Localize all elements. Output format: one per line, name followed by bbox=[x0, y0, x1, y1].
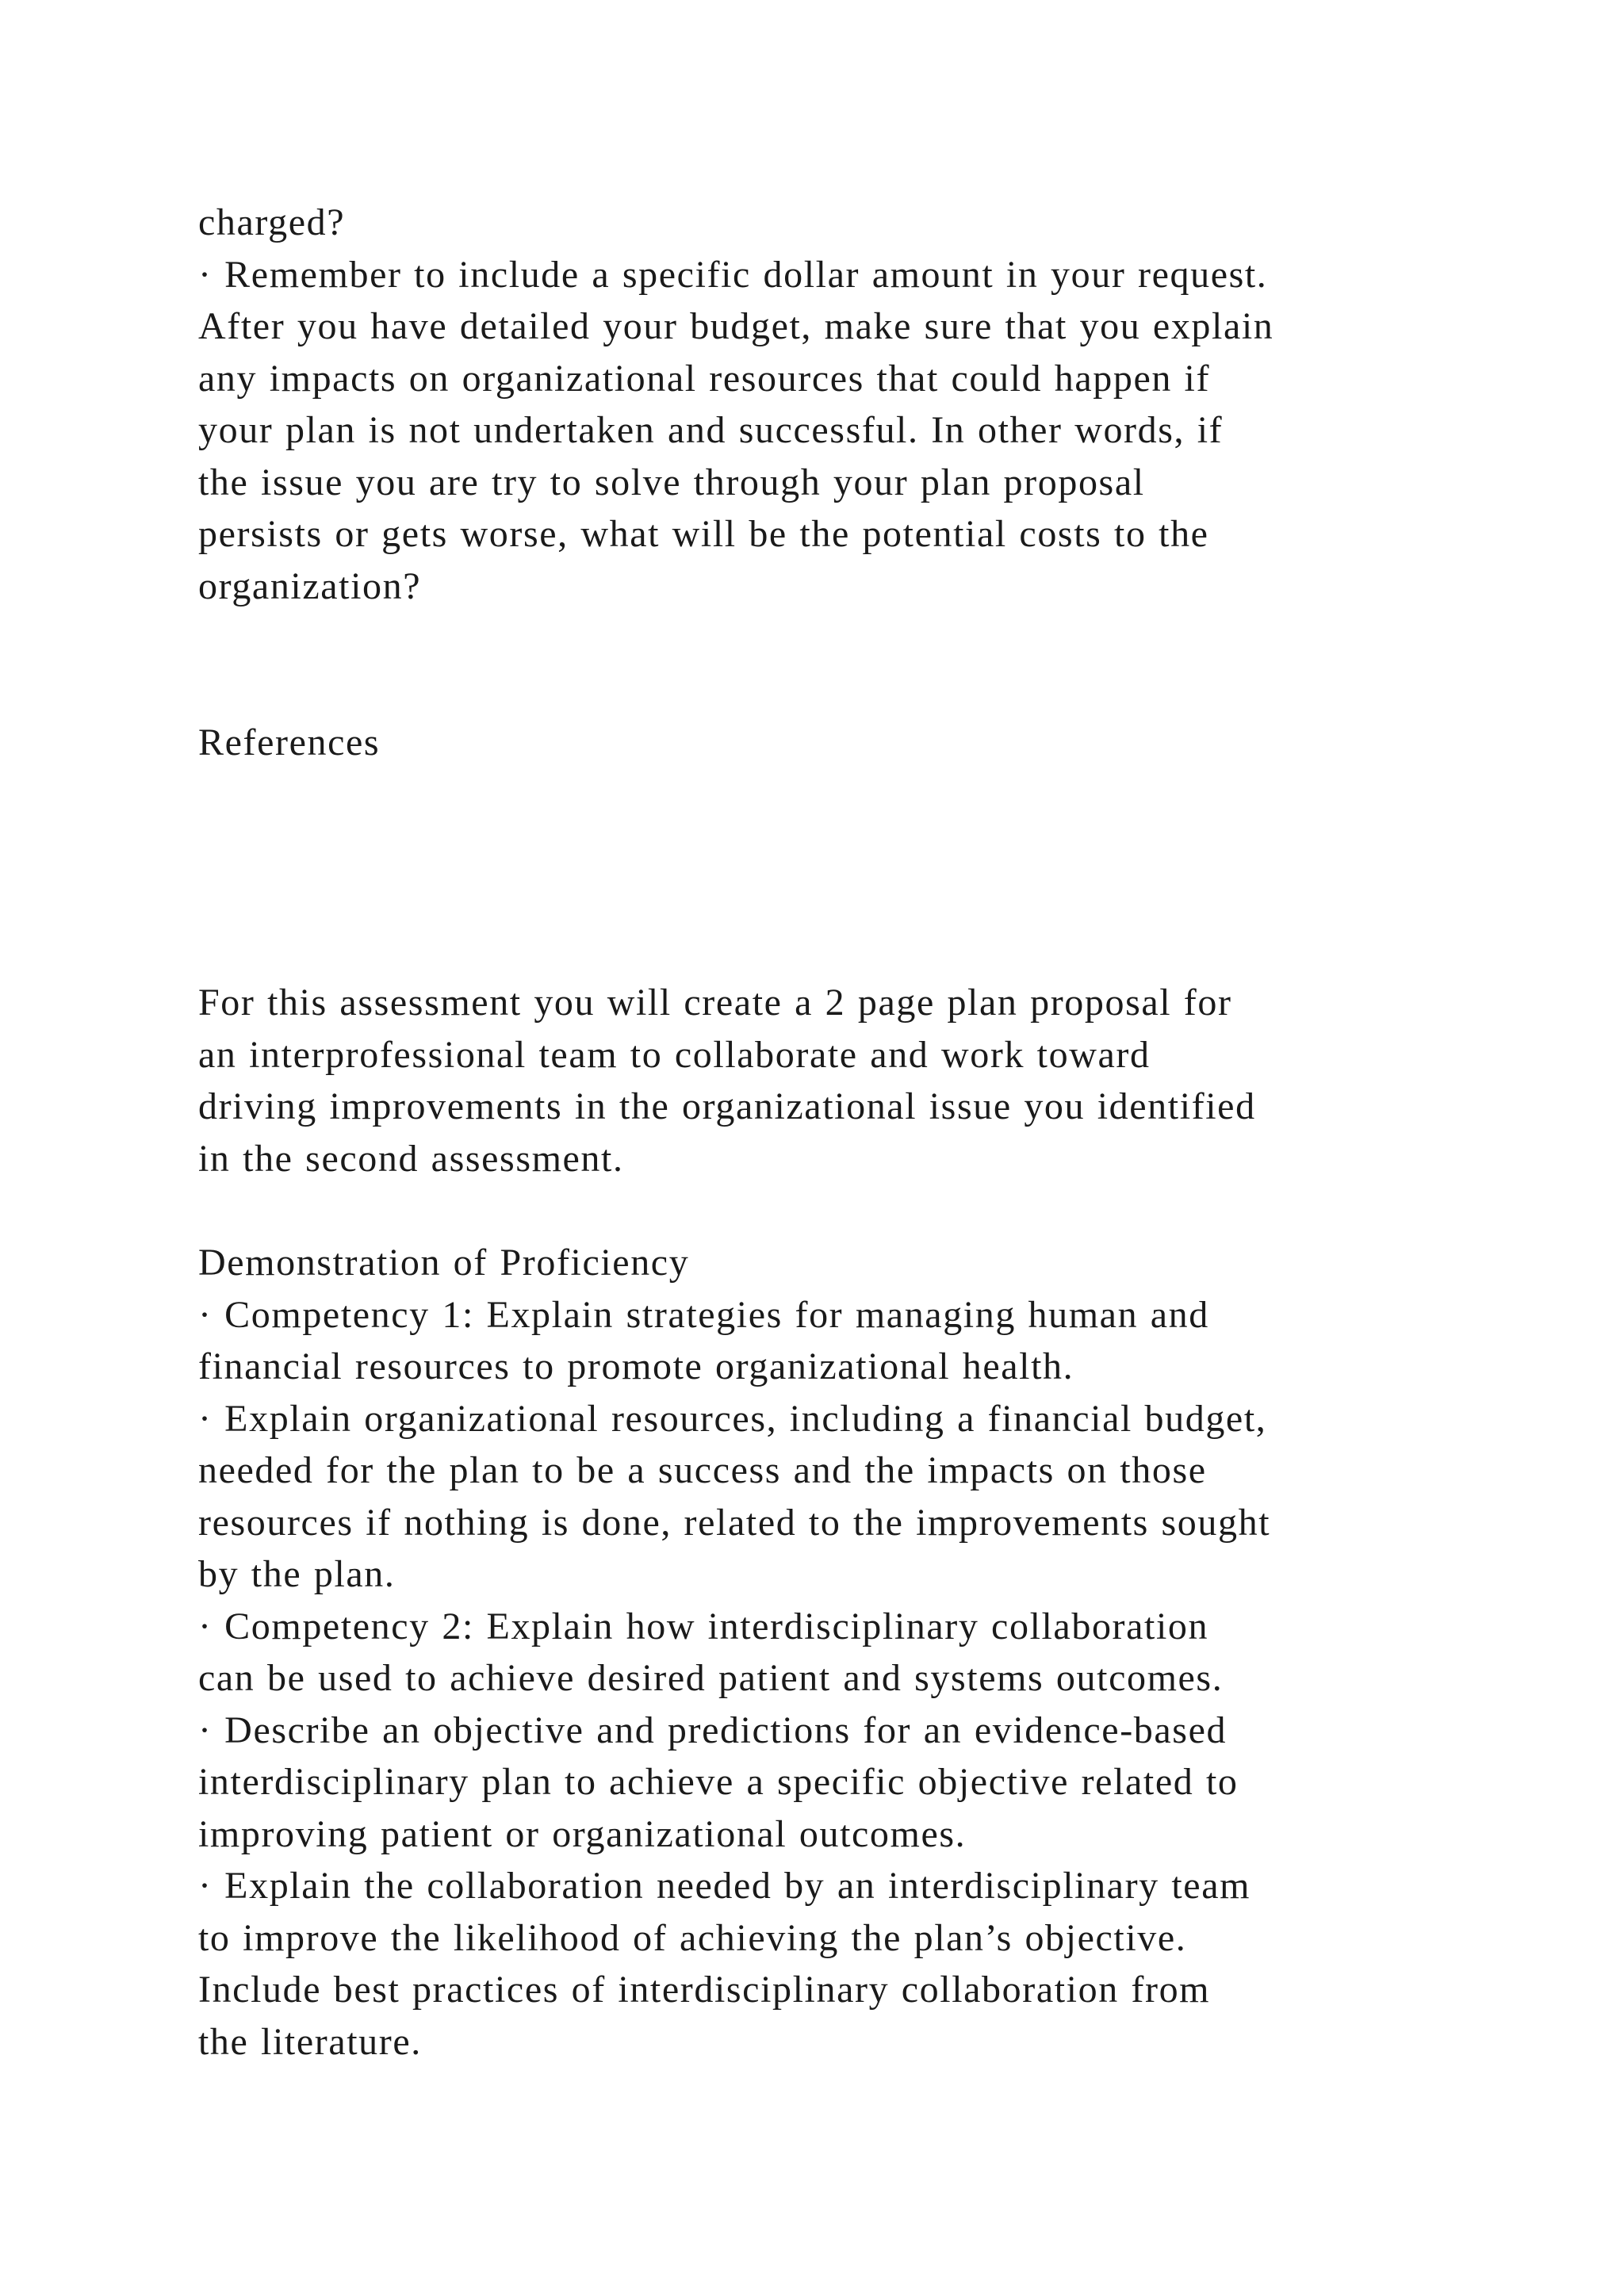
text-line: persists or gets worse, what will be the potential costs to the bbox=[198, 513, 1209, 555]
text-line: organization? bbox=[198, 564, 422, 607]
text-line: by the plan. bbox=[198, 1553, 396, 1595]
text-line: · Describe an objective and predictions for an evidence-based bbox=[198, 1709, 1228, 1751]
text-line: the literature. bbox=[198, 2020, 422, 2063]
text-line: to improve the likelihood of achieving the plan’s objective. bbox=[198, 1916, 1187, 1959]
text-line: the issue you are try to solve through your plan proposal bbox=[198, 461, 1145, 503]
text-line: can be used to achieve desired patient and systems outcomes. bbox=[198, 1657, 1224, 1699]
text-line: · Explain the collaboration needed by an interdisciplinary team bbox=[198, 1865, 1251, 1907]
text-line: · Competency 2: Explain how interdisciplinary collaboration bbox=[198, 1605, 1209, 1647]
text-line: Include best practices of interdisciplinary collaboration from bbox=[198, 1969, 1211, 2011]
proficiency-section bbox=[198, 1237, 1499, 2068]
text-line: an interprofessional team to collaborate and work toward bbox=[198, 1033, 1151, 1076]
text-line: For this assessment you will create a 2 page plan proposal for bbox=[198, 982, 1232, 1024]
references-heading-text: References bbox=[198, 721, 381, 763]
text-line: your plan is not undertaken and successful. In other words, if bbox=[198, 409, 1224, 451]
text-line: any impacts on organizational resources that could happen if bbox=[198, 357, 1211, 400]
text-line: resources if nothing is done, related to the improvements sought bbox=[198, 1501, 1271, 1544]
budget-instructions-paragraph bbox=[198, 197, 1499, 612]
text-line: in the second assessment. bbox=[198, 1137, 624, 1180]
text-line: interdisciplinary plan to achieve a specific objective related to bbox=[198, 1761, 1239, 1803]
text-line: · Competency 1: Explain strategies for managing human and bbox=[198, 1293, 1209, 1336]
text-line: financial resources to promote organizational health. bbox=[198, 1345, 1074, 1387]
text-line: needed for the plan to be a success and the impacts on those bbox=[198, 1449, 1207, 1491]
text-line: charged? bbox=[198, 201, 346, 243]
text-line: driving improvements in the organizational issue you identified bbox=[198, 1085, 1256, 1127]
text-line: improving patient or organizational outcomes. bbox=[198, 1812, 967, 1855]
references-heading bbox=[198, 717, 1499, 769]
text-line: · Explain organizational resources, including a financial budget, bbox=[198, 1397, 1267, 1440]
section-heading: Demonstration of Proficiency bbox=[198, 1242, 690, 1284]
assessment-overview-paragraph bbox=[198, 977, 1499, 1184]
text-line: · Remember to include a specific dollar amount in your request. bbox=[198, 253, 1268, 296]
text-line: After you have detailed your budget, make sure that you explain bbox=[198, 305, 1274, 347]
